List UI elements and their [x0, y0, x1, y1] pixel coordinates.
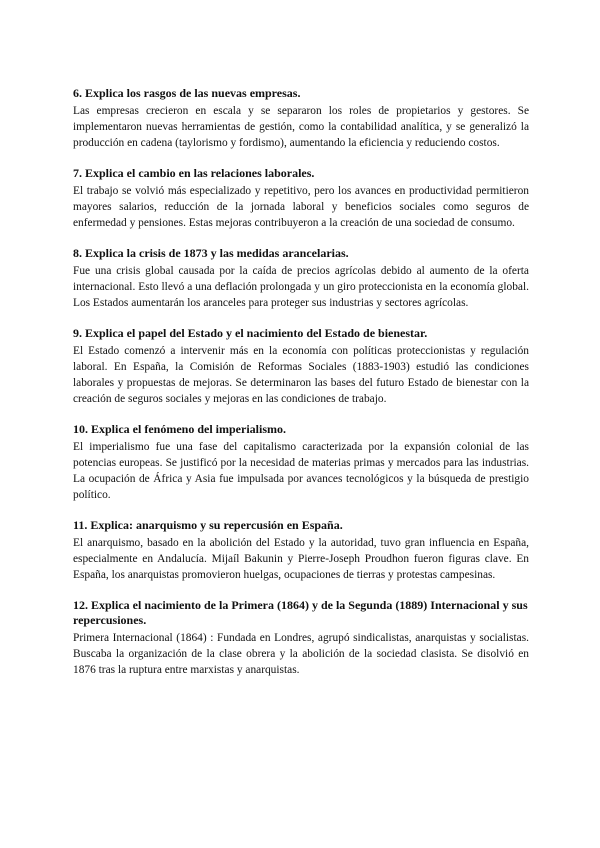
question-title: 12. Explica el nacimiento de la Primera (1864) y de la Segunda (1889) Internacional y sus repercusiones.: [73, 598, 528, 627]
question-answer: Fue una crisis global causada por la caída de precios agrícolas debido al aumento de la oferta internacional. Esto llevó a una deflación prolongada y un giro proteccionista en la economía global. Los Estados aumentarán los aranceles para proteger sus industrias y sectores agrícolas.: [73, 265, 529, 309]
question-9: [73, 326, 529, 407]
question-title: 9. Explica el papel del Estado y el nacimiento del Estado de bienestar.: [73, 326, 428, 340]
question-answer: Las empresas crecieron en escala y se separaron los roles de propietarios y gestores. Se implementaron nuevas herramientas de gestión, como la contabilidad analítica, y se generalizó la producción en cadena (taylorismo y fordismo), aumentando la eficiencia y reduciendo costos.: [73, 105, 529, 149]
question-8: [73, 246, 529, 311]
question-answer: El imperialismo fue una fase del capitalismo caracterizada por la expansión colonial de las potencias europeas. Se justificó por la necesidad de materias primas y mercados para las industrias. La ocupación de África y Asia fue impulsada por avances tecnológicos y la búsqueda de prestigio político.: [73, 441, 529, 501]
question-answer: El trabajo se volvió más especializado y repetitivo, pero los avances en productividad permitieron mayores salarios, reducción de la jornada laboral y beneficios sociales como seguros de enfermedad y pensiones. Estas mejoras contribuyeron a la creación de una sociedad de consumo.: [73, 185, 529, 229]
question-answer: El Estado comenzó a intervenir más en la economía con políticas proteccionistas y regulación laboral. En España, la Comisión de Reformas Sociales (1883-1903) estudió las condiciones laborales y propuestas de mejoras. Se determinaron las bases del futuro Estado de bienestar con la creación de seguros sociales y mejoras en las condiciones de trabajo.: [73, 345, 529, 405]
question-title: 8. Explica la crisis de 1873 y las medidas arancelarias.: [73, 246, 349, 260]
question-title: 7. Explica el cambio en las relaciones laborales.: [73, 166, 315, 180]
question-title: 6. Explica los rasgos de las nuevas empresas.: [73, 86, 301, 100]
question-answer: El anarquismo, basado en la abolición del Estado y la autoridad, tuvo gran influencia en España, especialmente en Andalucía. Mijaíl Bakunin y Pierre-Joseph Proudhon fueron figuras clave. En España, los anarquistas promovieron huelgas, ocupaciones de tierras y protestas campesinas.: [73, 537, 529, 581]
question-answer: Primera Internacional (1864) : Fundada en Londres, agrupó sindicalistas, anarquistas y socialistas. Buscaba la organización de la clase obrera y la abolición de la sociedad clasista. Se disolvió en 1876 tras la ruptura entre marxistas y anarquistas.: [73, 632, 529, 676]
question-7: [73, 166, 529, 231]
question-10: [73, 422, 529, 503]
question-12: [73, 598, 529, 678]
question-6: [73, 86, 529, 151]
question-title: 11. Explica: anarquismo y su repercusión en España.: [73, 518, 343, 532]
question-11: [73, 518, 529, 583]
question-title: 10. Explica el fenómeno del imperialismo.: [73, 422, 286, 436]
document-page: [73, 86, 529, 693]
